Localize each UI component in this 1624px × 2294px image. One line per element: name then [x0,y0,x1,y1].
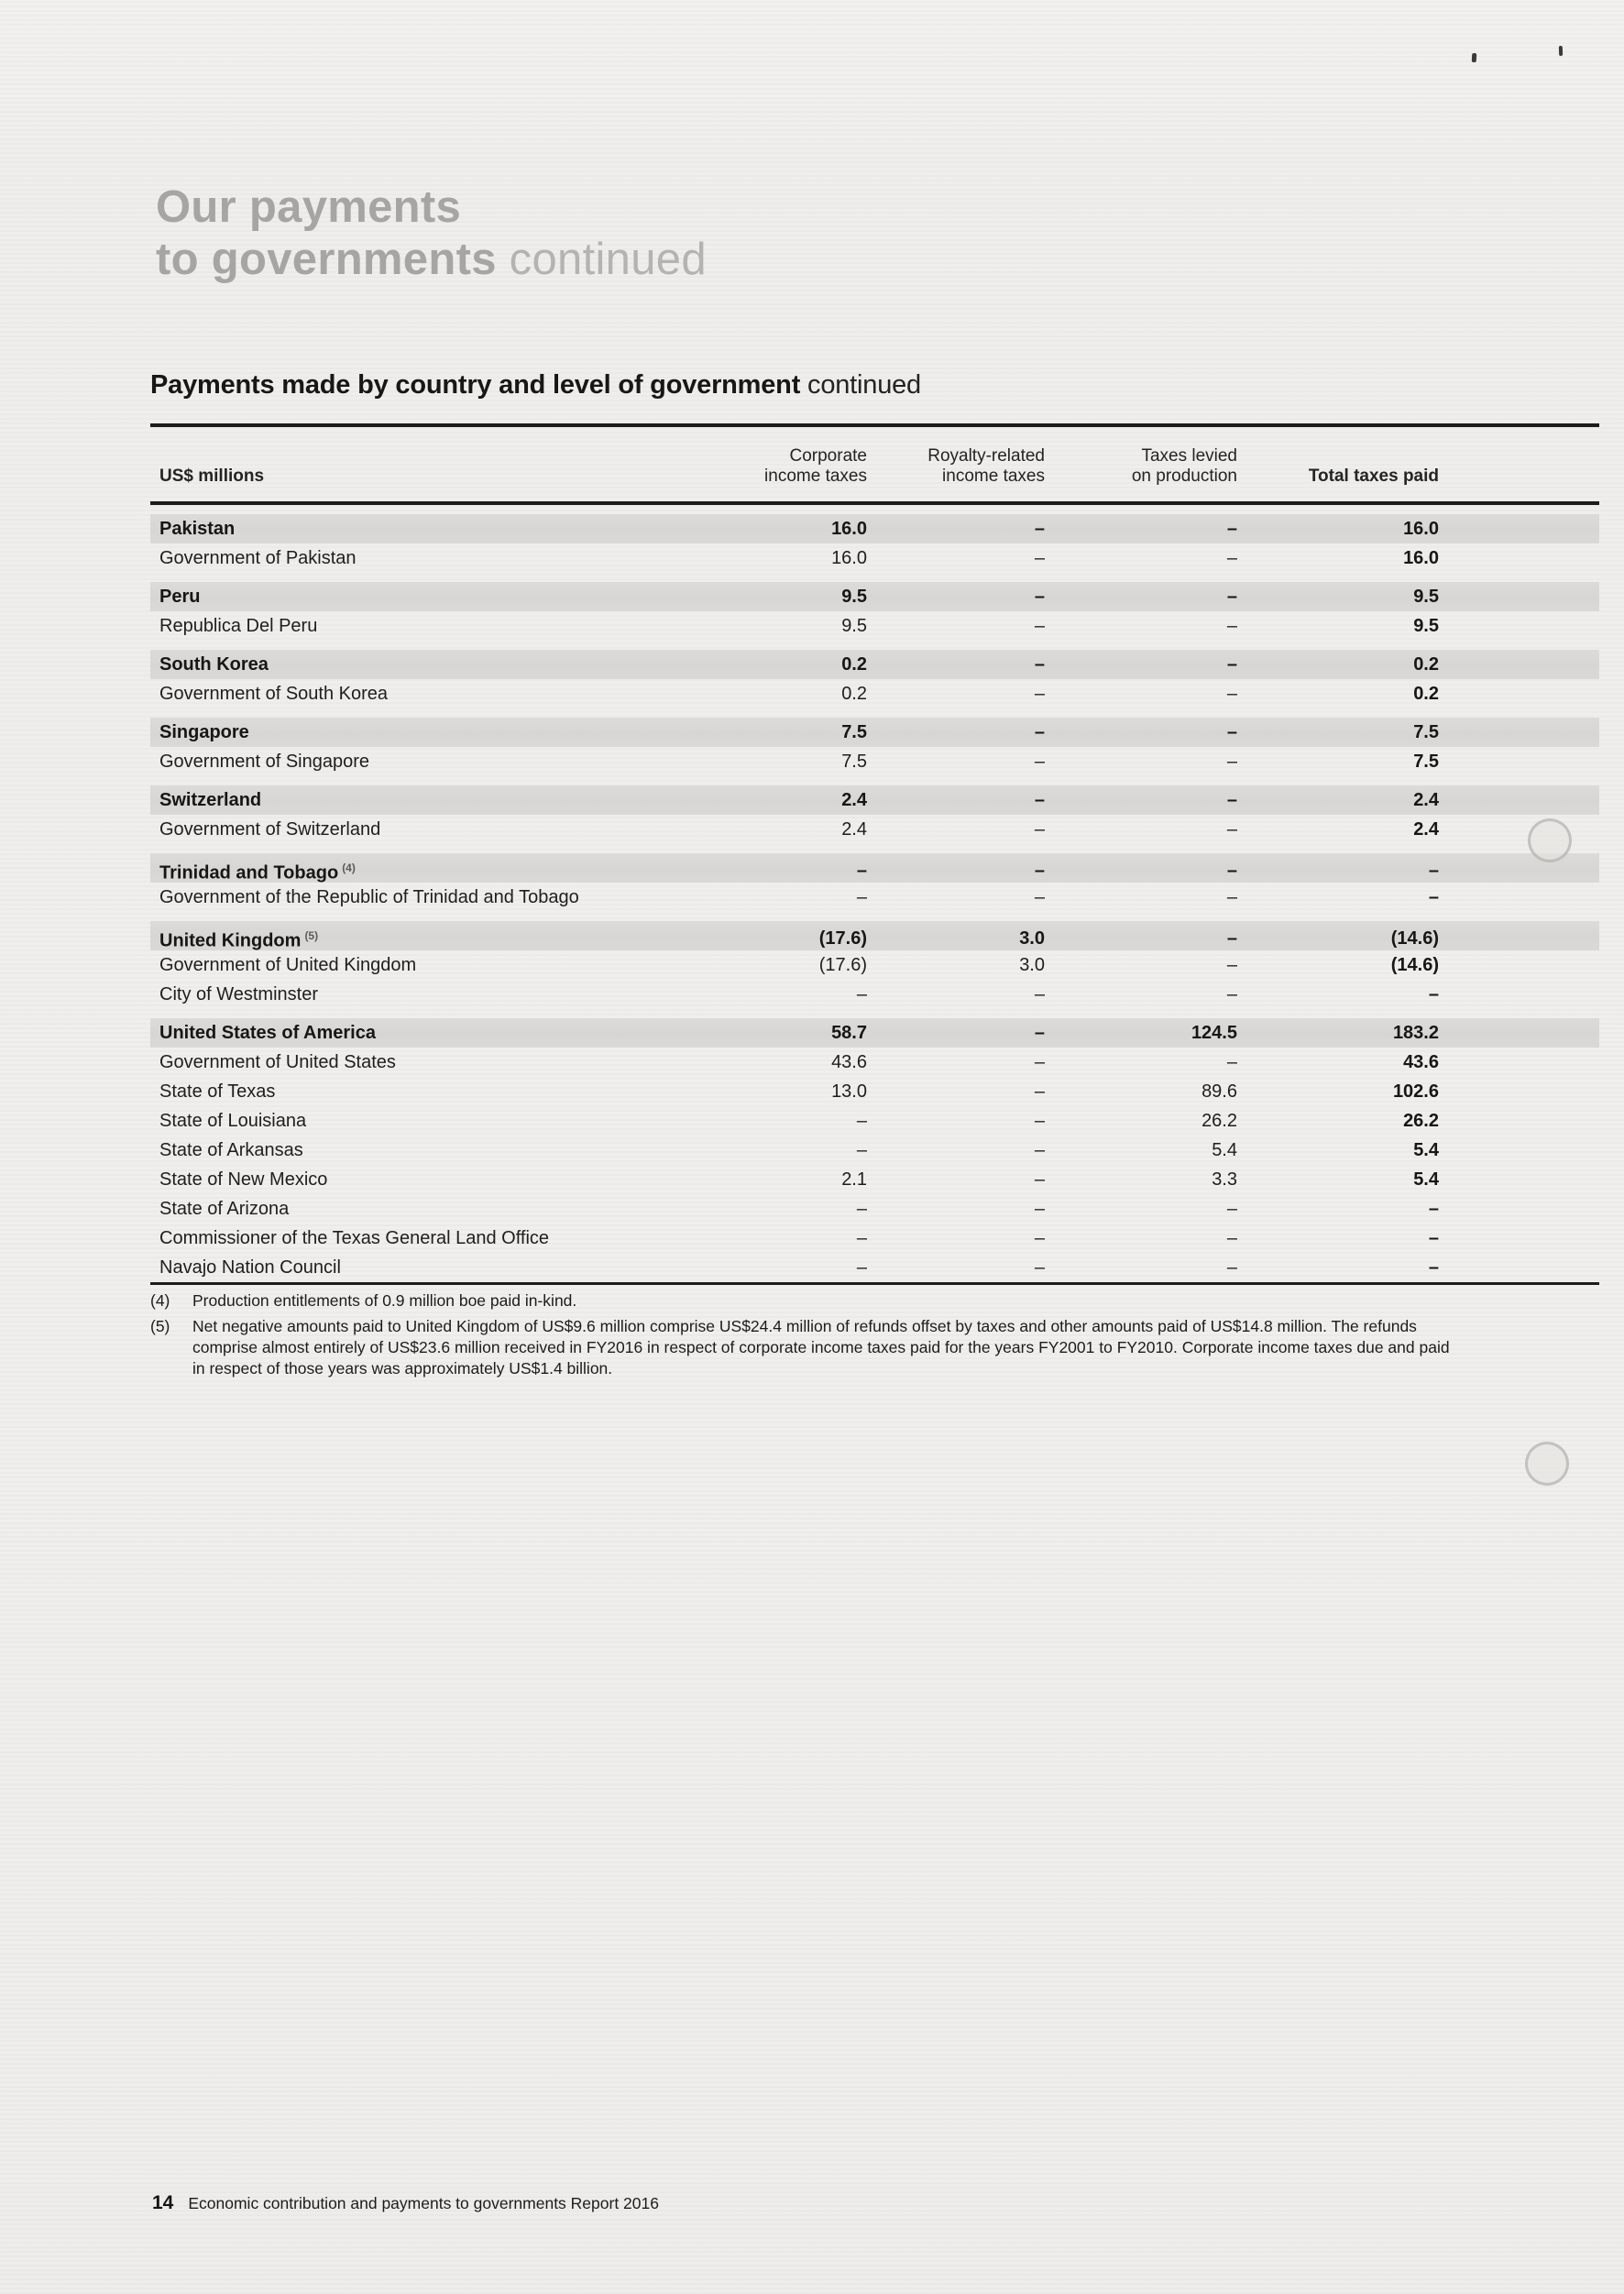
value-cell: 102.6 [1392,1081,1439,1102]
value-cell: – [1034,1199,1045,1219]
entity-row [150,1253,1599,1282]
value-cell: 58.7 [831,1023,867,1043]
value-cell: – [1226,684,1237,704]
row-label: United States of America [159,1023,376,1043]
value-cell: – [1034,1081,1045,1102]
footnote-4-text: Production entitlements of 0.9 million boe paid in-kind. [192,1291,577,1310]
value-cell: – [1226,819,1237,840]
row-label: State of Texas [159,1081,276,1102]
value-cell: – [856,1228,867,1248]
value-cell: – [1034,860,1045,881]
value-cell: 183.2 [1392,1023,1439,1043]
value-cell: – [1034,684,1045,704]
value-cell: 26.2 [1403,1111,1439,1131]
value-cell: 0.2 [1413,654,1439,675]
value-cell: – [1226,1199,1237,1219]
footnote-ref: (4) [342,862,356,874]
value-cell: – [1226,1052,1237,1072]
footnote-4-marker: (4) [150,1291,170,1310]
entity-row [150,1165,1599,1194]
value-cell: – [856,984,867,1004]
section-heading: Payments made by country and level of government continued [150,370,921,400]
value-cell: – [856,860,867,881]
section-heading-bold: Payments made by country and level of government [150,370,801,400]
value-cell: 5.4 [1212,1140,1237,1160]
value-cell: – [1034,1140,1045,1160]
value-cell: – [1226,519,1237,539]
row-label: Government of United States [159,1052,396,1072]
row-label: United Kingdom $^{(5)}$ [159,929,319,951]
value-cell: – [1034,819,1045,840]
value-cell: – [1428,860,1439,881]
value-cell: 16.0 [1403,548,1439,568]
value-cell: 2.4 [1413,790,1439,810]
value-cell: 7.5 [841,752,867,772]
value-cell: 7.5 [841,722,867,742]
value-cell: – [1428,1257,1439,1278]
value-cell: – [1034,1169,1045,1190]
entity-row [150,543,1599,573]
value-cell: – [1428,1228,1439,1248]
footnote-ref: (5) [304,929,319,942]
value-cell: – [1428,984,1439,1004]
value-cell: 2.4 [1413,819,1439,840]
value-cell: 43.6 [1403,1052,1439,1072]
row-label: State of New Mexico [159,1169,328,1190]
value-cell: – [856,1111,867,1131]
row-label: State of Louisiana [159,1111,307,1131]
value-cell: 16.0 [831,548,867,568]
entity-row [150,1224,1599,1253]
footer-text: Economic contribution and payments to governments Report 2016 [188,2194,659,2212]
value-cell: 13.0 [831,1081,867,1102]
page-number: 14 [152,2192,174,2213]
row-label: Government of Singapore [159,752,370,772]
entity-row [150,1048,1599,1077]
report-title-continued: continued [509,235,707,284]
value-cell: – [1226,548,1237,568]
row-label: Commissioner of the Texas General Land Office [159,1228,550,1248]
value-cell: 2.1 [841,1169,867,1190]
row-label: State of Arkansas [159,1140,303,1160]
footnote-4 [150,1290,1452,1312]
value-cell: 5.4 [1413,1169,1439,1190]
row-label: Singapore [159,722,249,742]
country-group [150,1018,1599,1282]
value-cell: 16.0 [1403,519,1439,539]
entity-row [150,883,1599,912]
value-cell: 16.0 [831,519,867,539]
value-cell: 7.5 [1413,752,1439,772]
column-header-unit: US$ millions [159,466,265,486]
country-group [150,718,1599,776]
value-cell: – [1226,752,1237,772]
country-group [150,514,1599,573]
row-label: City of Westminster [159,984,318,1004]
value-cell: – [1226,984,1237,1004]
row-label: State of Arizona [159,1199,290,1219]
value-cell: 7.5 [1413,722,1439,742]
row-label: Government of the Republic of Trinidad and Tobago [159,887,579,907]
value-cell: – [1226,587,1237,607]
entity-row [150,1136,1599,1165]
row-label: Government of Switzerland [159,819,381,840]
table-header-row [150,446,1599,487]
value-cell: – [1034,587,1045,607]
country-row [150,650,1599,679]
row-label: Switzerland [159,790,262,810]
country-row [150,921,1599,950]
value-cell: – [1226,927,1237,949]
value-cell: (17.6) [818,927,867,949]
value-cell: – [1226,860,1237,881]
country-row [150,853,1599,883]
scan-speck [1559,46,1563,56]
value-cell: 3.0 [1019,955,1045,975]
value-cell: – [1034,548,1045,568]
value-cell: – [1226,654,1237,675]
footnote-5-text: Net negative amounts paid to United Kingdom of US$9.6 million comprise US$24.4 million of refunds offset by taxes and other amounts paid of US$14.8 million. The refunds comprise almost entirely of US$23.6 million received in FY2016 in respect of corporate income taxes paid for the years FY2001 to FY2010. Corporate income taxes due and paid in respect of those years was approximately US$1.4 billion. [192,1317,1450,1377]
value-cell: – [1034,1023,1045,1043]
row-label: Government of Pakistan [159,548,357,568]
row-label: Peru [159,587,201,607]
value-cell: – [1428,1199,1439,1219]
column-header-production: Taxes levied on production [1131,446,1237,486]
country-group [150,853,1599,912]
row-label: Navajo Nation Council [159,1257,341,1278]
value-cell: – [1034,1111,1045,1131]
value-cell: 89.6 [1202,1081,1237,1102]
value-cell: – [856,1199,867,1219]
value-cell: – [1034,722,1045,742]
footnote-5-marker: (5) [150,1317,170,1335]
scan-speck [1472,53,1477,62]
value-cell: – [856,1257,867,1278]
row-label: Government of South Korea [159,684,389,704]
value-cell: – [1226,722,1237,742]
value-cell: – [1034,1257,1045,1278]
table-header-rule [150,501,1599,505]
table-bottom-rule [150,1282,1599,1285]
entity-row [150,815,1599,844]
value-cell: 43.6 [831,1052,867,1072]
country-row [150,785,1599,815]
report-title-line2: to governments continued [156,235,707,284]
value-cell: 9.5 [841,616,867,636]
value-cell: 0.2 [841,654,867,675]
country-row [150,718,1599,747]
country-group [150,650,1599,708]
value-cell: – [856,887,867,907]
entity-row [150,679,1599,708]
value-cell: 9.5 [1413,587,1439,607]
value-cell: – [1034,654,1045,675]
scan-ring-artifact [1528,818,1572,862]
value-cell: – [1226,616,1237,636]
value-cell: 0.2 [841,684,867,704]
country-row [150,514,1599,543]
value-cell: – [1034,616,1045,636]
value-cell: – [1034,1052,1045,1072]
value-cell: 9.5 [841,587,867,607]
entity-row [150,950,1599,980]
footnote-5 [150,1316,1452,1379]
value-cell: – [1226,790,1237,810]
value-cell: – [1034,519,1045,539]
entity-row [150,1077,1599,1106]
country-group [150,582,1599,641]
footnotes [150,1290,1452,1384]
value-cell: (14.6) [1390,955,1439,975]
column-header-royalty: Royalty-related income taxes [927,446,1045,486]
value-cell: – [1226,1228,1237,1248]
entity-row [150,1106,1599,1136]
table-body [150,514,1599,1291]
row-label: Trinidad and Tobago $^{(4)}$ [159,862,356,884]
country-row [150,582,1599,611]
page-footer [152,2192,659,2214]
value-cell: – [1034,984,1045,1004]
value-cell: – [856,1140,867,1160]
value-cell: – [1226,1257,1237,1278]
value-cell: 3.0 [1019,927,1045,949]
value-cell: 124.5 [1191,1023,1237,1043]
value-cell: (17.6) [818,955,867,975]
column-header-total: Total taxes paid [1308,466,1439,486]
value-cell: – [1226,887,1237,907]
value-cell: – [1034,790,1045,810]
value-cell: (14.6) [1390,927,1439,949]
row-label: Pakistan [159,519,236,539]
value-cell: 2.4 [841,819,867,840]
value-cell: 26.2 [1202,1111,1237,1131]
row-label: South Korea [159,654,269,675]
value-cell: – [1034,752,1045,772]
value-cell: 9.5 [1413,616,1439,636]
entity-row [150,980,1599,1009]
table-top-rule [150,423,1599,427]
value-cell: – [1226,955,1237,975]
value-cell: 3.3 [1212,1169,1237,1190]
value-cell: – [1034,887,1045,907]
entity-row [150,1194,1599,1224]
value-cell: 0.2 [1413,684,1439,704]
country-group [150,921,1599,1009]
report-title [156,181,707,286]
row-label: Republica Del Peru [159,616,318,636]
value-cell: – [1034,1228,1045,1248]
country-row [150,1018,1599,1048]
value-cell: – [1428,887,1439,907]
value-cell: 2.4 [841,790,867,810]
column-header-corporate: Corporate income taxes [764,446,867,486]
entity-row [150,611,1599,641]
country-group [150,785,1599,844]
entity-row [150,747,1599,776]
row-label: Government of United Kingdom [159,955,417,975]
scan-ring-artifact [1525,1442,1569,1486]
value-cell: 5.4 [1413,1140,1439,1160]
report-title-line1: Our payments [156,182,462,232]
